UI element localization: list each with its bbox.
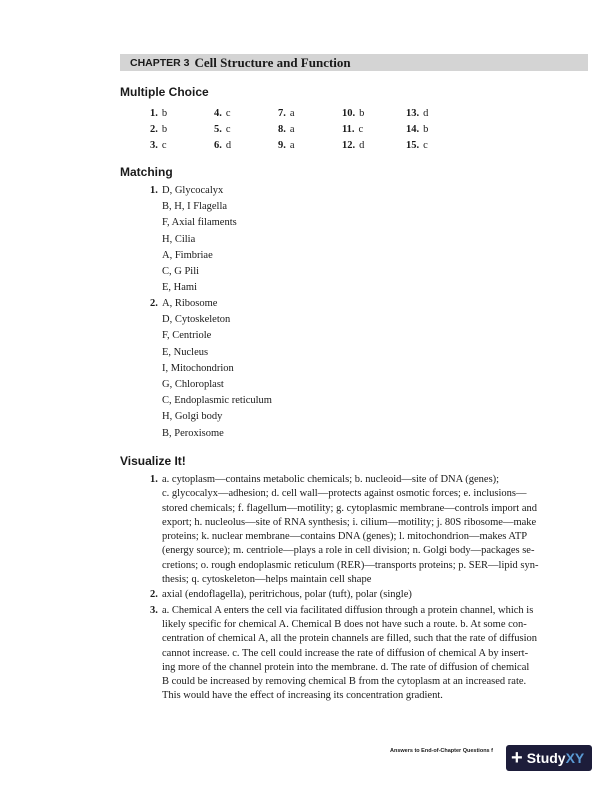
match-line: H, Golgi body — [162, 411, 223, 423]
visualize-heading: Visualize It! — [120, 454, 186, 468]
answer-line: c. glycocalyx—adhesion; d. cell wall—protects against osmotic forces; e. inclusions— — [162, 488, 527, 500]
answer-line: ing more of the channel protein into the membrane. d. The rate of diffusion of chemical — [162, 661, 530, 673]
question-number: 12. — [342, 140, 356, 151]
footer-text: Answers to End-of-Chapter Questions f — [390, 748, 493, 754]
matching-question-2 — [150, 296, 272, 442]
question-number: 5. — [214, 124, 222, 135]
match-line: F, Axial filaments — [162, 217, 237, 229]
answer-line: cannot increase. c. The cell could increase the rate of diffusion of chemical A by insert- — [162, 647, 529, 659]
question-number: 13. — [406, 108, 420, 119]
answer-row — [150, 106, 470, 122]
answer-text — [162, 473, 560, 587]
matching-question-1 — [150, 183, 237, 296]
answer-cell — [150, 106, 214, 122]
question-number: 2. — [150, 589, 158, 601]
answer-line: thesis; q. cytoskeleton—helps maintain cell shape — [162, 574, 372, 586]
match-line: H, Cilia — [162, 233, 196, 245]
logo-xy-text: XY — [565, 750, 585, 766]
answer-letter: d — [423, 108, 429, 119]
answer-letter: c — [225, 124, 231, 135]
answer-letter: a — [289, 140, 295, 151]
chapter-title: Cell Structure and Function — [194, 54, 351, 70]
answer-cell — [406, 106, 470, 122]
answer-line: a. cytoplasm—contains metabolic chemicals; b. nucleoid—site of DNA (genes); — [162, 474, 500, 485]
answer-line: stored chemicals; f. flagellum—motility; g. cytoplasmic membrane—controls import and — [162, 502, 537, 514]
match-line: E, Nucleus — [162, 346, 209, 358]
answer-letter: a — [289, 108, 295, 119]
answer-cell — [406, 138, 470, 154]
answer-line: B could be increased by removing chemical B from the cytoplasm at an increased rate. — [162, 676, 527, 688]
answer-letter: b — [359, 108, 365, 119]
answer-row — [150, 122, 470, 138]
match-line: G, Chloroplast — [162, 379, 224, 391]
visualize-answers — [150, 473, 560, 705]
matching-heading: Matching — [120, 165, 173, 179]
answer-letter: b — [161, 124, 168, 135]
studyxy-logo — [506, 745, 592, 771]
answer-cell — [342, 138, 406, 154]
match-line: I, Mitochondrion — [162, 362, 234, 374]
answer-line: (energy source); m. centriole—plays a role in cell division; n. Golgi body—packages se- — [162, 545, 535, 557]
question-number: 9. — [278, 140, 286, 151]
match-line: F, Centriole — [162, 330, 212, 342]
answer-letter: c — [423, 140, 428, 151]
question-number: 1. — [150, 474, 158, 485]
match-line: C, Endoplasmic reticulum — [162, 395, 272, 407]
answer-line: a. Chemical A enters the cell via facilitated diffusion through a protein channel, which is — [162, 604, 534, 616]
answer-letter: c — [225, 108, 231, 119]
answer-cell — [214, 106, 278, 122]
answer-line: export; h. nucleolus—site of RNA synthesis; i. cilium—motility; j. 80S ribosome—make — [162, 516, 537, 528]
logo-study-text: Study — [526, 750, 566, 766]
chapter-header-bar — [120, 54, 588, 71]
list-item — [150, 604, 560, 704]
multiple-choice-answers — [150, 106, 470, 154]
list-item — [150, 296, 272, 312]
match-line: D, Glycocalyx — [162, 185, 224, 196]
answer-cell — [278, 122, 342, 138]
match-line: C, G Pili — [162, 266, 200, 278]
answer-cell — [342, 106, 406, 122]
answer-cell — [278, 106, 342, 122]
answer-letter: c — [358, 124, 364, 135]
answer-cell — [278, 138, 342, 154]
question-number: 3. — [150, 140, 158, 151]
question-number: 11. — [342, 124, 355, 135]
answer-cell — [150, 138, 214, 154]
question-number: 1. — [150, 185, 158, 196]
question-number: 3. — [150, 604, 158, 616]
list-item — [150, 588, 560, 602]
answer-cell — [214, 138, 278, 154]
answer-line: centration of chemical A, all the protein channels are filled, such that the rate of diffusion — [162, 633, 538, 645]
answer-text — [162, 588, 560, 602]
answer-line: proteins; k. nuclear membrane—contains DNA (genes); l. mitochondrion—makes ATP — [162, 531, 528, 543]
answer-row — [150, 138, 470, 154]
answer-cell — [214, 122, 278, 138]
question-number: 10. — [342, 108, 356, 119]
question-number: 4. — [214, 108, 222, 119]
answer-letter: a — [289, 124, 295, 135]
answer-line: axial (endoflagella), peritrichous, polar (tuft), polar (single) — [162, 589, 412, 601]
answer-cell — [406, 122, 470, 138]
question-number: 6. — [214, 140, 222, 151]
list-item — [150, 183, 237, 199]
question-number: 14. — [406, 124, 420, 135]
plus-icon: + — [511, 747, 523, 769]
answer-line: This would have the effect of increasing its concentration gradient. — [162, 690, 443, 702]
question-number: 2. — [150, 298, 158, 309]
answer-text — [162, 604, 560, 704]
question-number: 2. — [150, 124, 158, 135]
match-line: B, Peroxisome — [162, 427, 224, 439]
match-line: D, Cytoskeleton — [162, 314, 231, 326]
multiple-choice-heading: Multiple Choice — [120, 85, 209, 99]
answer-letter: d — [225, 140, 232, 151]
list-item — [150, 473, 560, 587]
match-line: E, Hami — [162, 282, 197, 294]
question-number: 7. — [278, 108, 286, 119]
answer-letter: c — [161, 140, 167, 151]
answer-letter: b — [423, 124, 429, 135]
question-number: 15. — [406, 140, 420, 151]
answer-letter: b — [161, 108, 168, 119]
match-line: B, H, I Flagella — [162, 201, 228, 213]
answer-cell — [150, 122, 214, 138]
match-line: A, Ribosome — [162, 298, 218, 309]
question-number: 1. — [150, 108, 158, 119]
answer-line: likely specific for chemical A. Chemical B does not have such a route. b. At some con- — [162, 618, 527, 630]
answer-line: cretions; o. rough endoplasmic reticulum (RER)—transports proteins; p. SER—lipid syn- — [162, 559, 539, 571]
match-line: A, Fimbriae — [162, 249, 213, 261]
answer-letter: d — [359, 140, 365, 151]
answer-cell — [342, 122, 406, 138]
question-number: 8. — [278, 124, 286, 135]
chapter-label: CHAPTER 3 — [130, 56, 190, 69]
